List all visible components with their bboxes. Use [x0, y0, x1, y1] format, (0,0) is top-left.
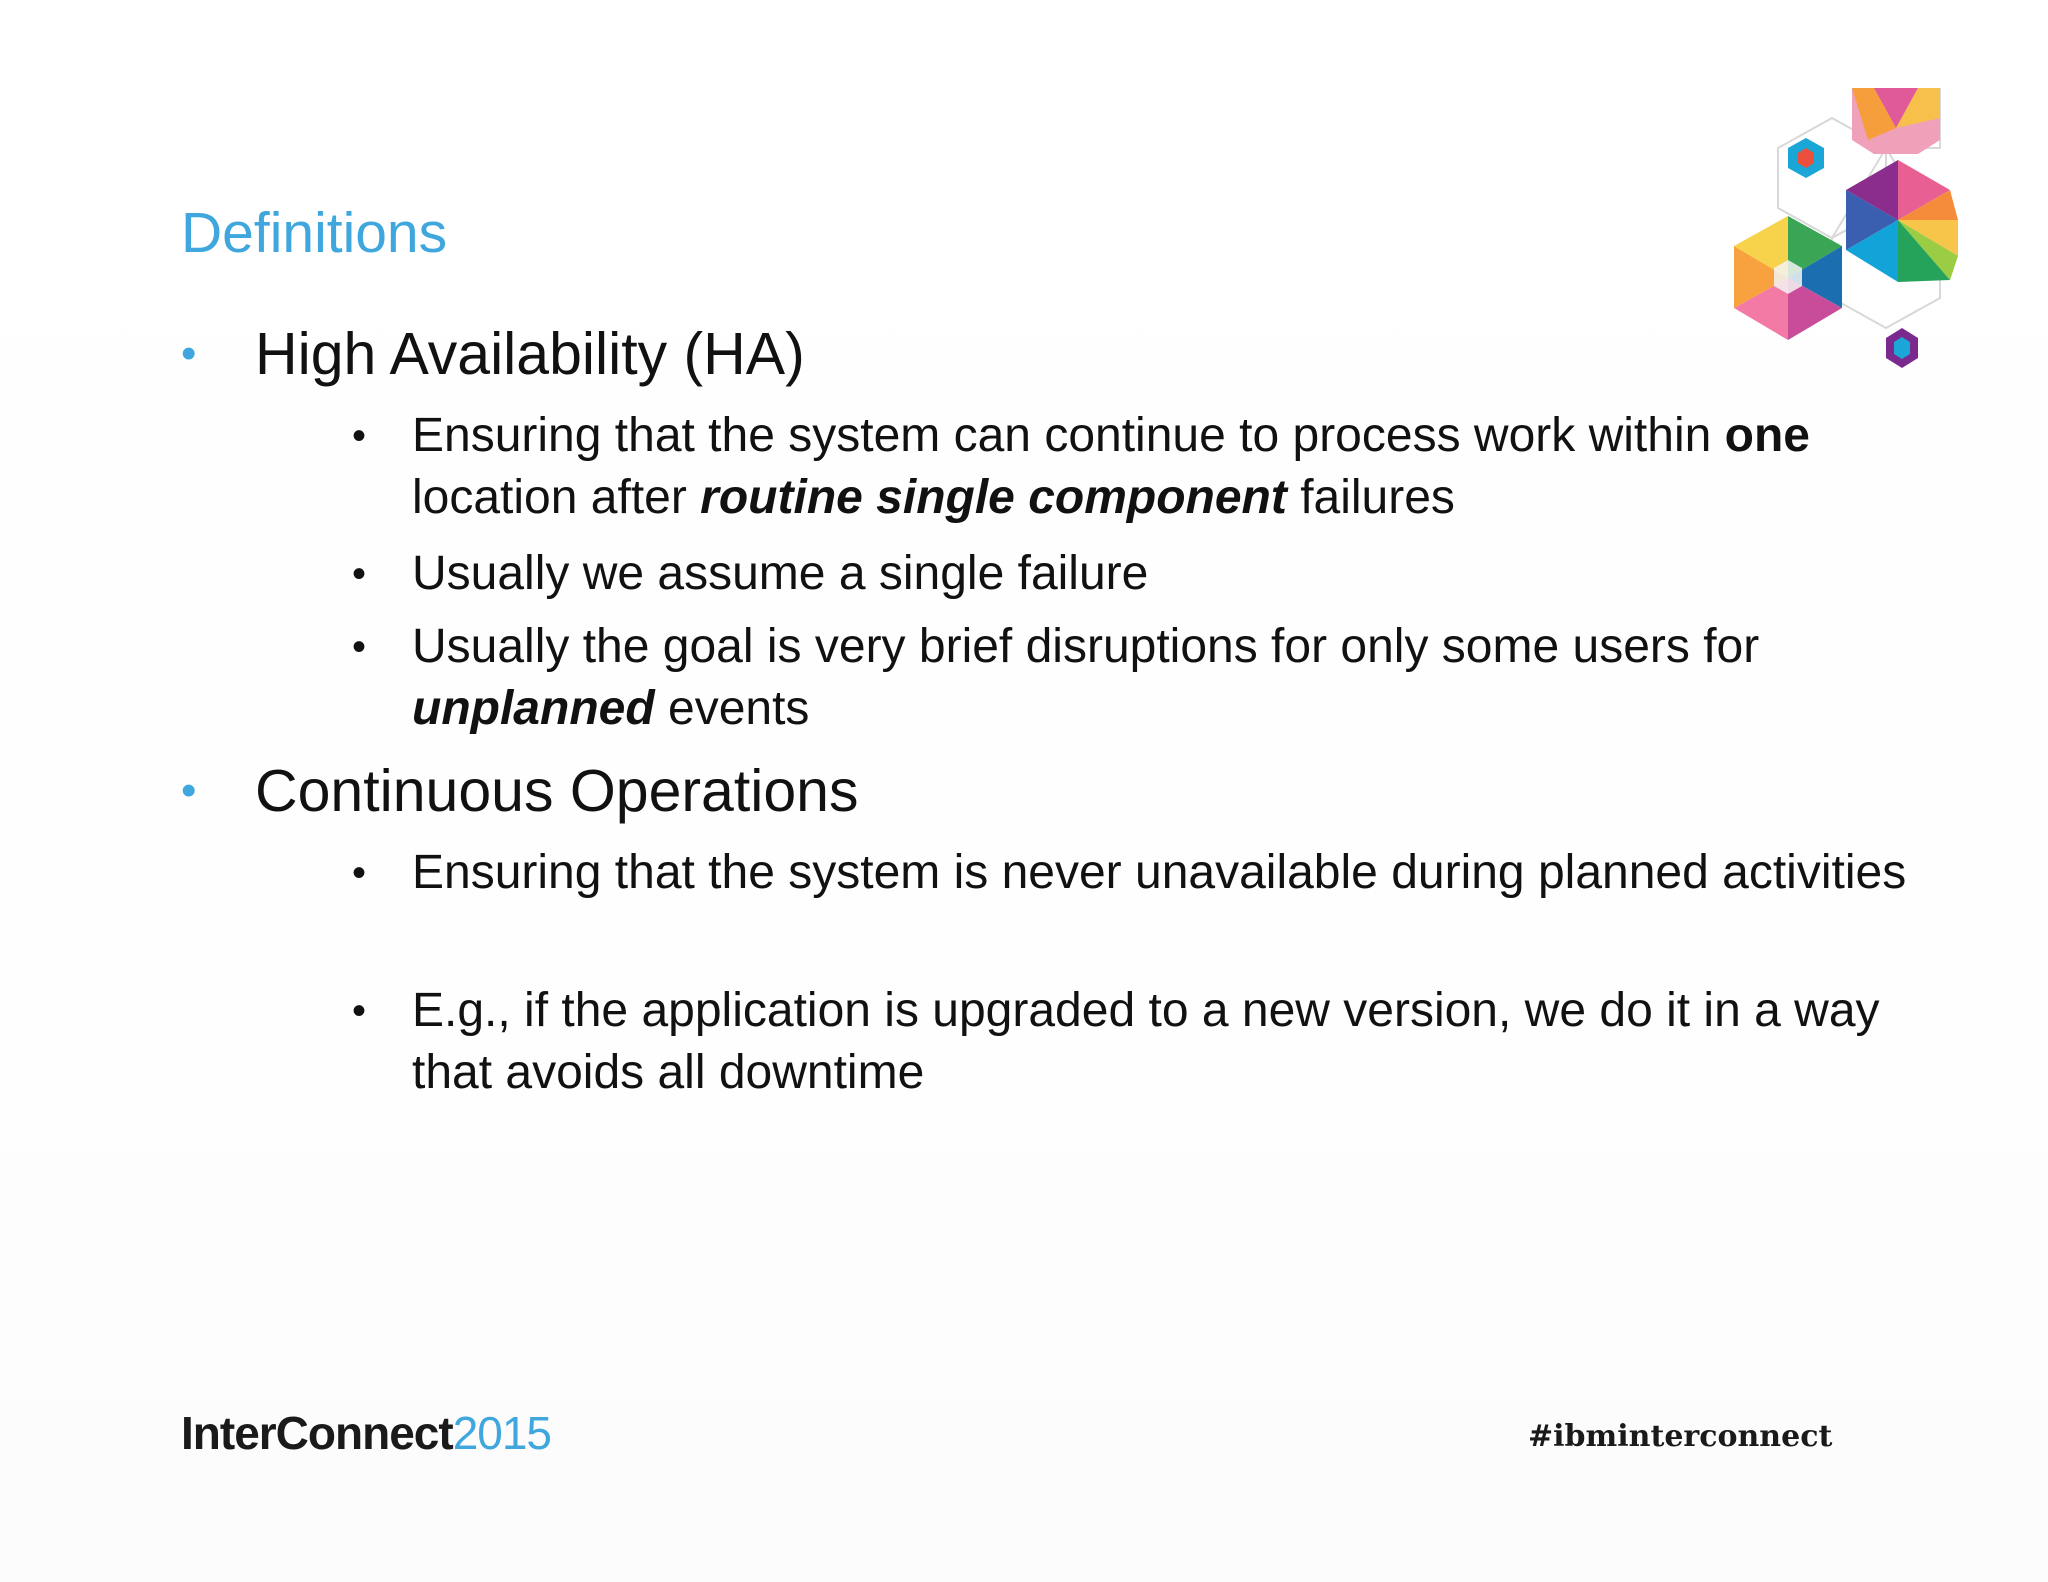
brand-name: InterConnect [181, 1407, 453, 1459]
text-run: events [654, 682, 810, 735]
text-run-bold: one [1724, 409, 1810, 462]
text-run: Usually we assume a single failure [412, 547, 1149, 600]
bullet-icon: • [352, 414, 367, 458]
text-run: Ensuring that the system is never unavailable during planned activities [412, 846, 1907, 899]
bullet-icon: • [352, 851, 367, 895]
bullet-icon: • [181, 766, 197, 815]
bullet-icon: • [181, 329, 197, 378]
bullet-icon: • [352, 552, 367, 596]
text-run-bold-italic: unplanned [412, 682, 655, 735]
text-run-bold-italic: routine single component [700, 471, 1287, 524]
footer-brand-logo [181, 1405, 551, 1461]
list-item-text [412, 980, 1912, 1104]
list-item-text [412, 842, 1912, 904]
text-run: failures [1286, 471, 1455, 524]
hexagon-mosaic-logo-icon [1718, 88, 1958, 388]
list-item-text [412, 616, 1912, 740]
bullet-icon: • [352, 625, 367, 669]
text-run: Ensuring that the system can continue to process work within [412, 409, 1725, 462]
bullet-icon: • [352, 989, 367, 1033]
text-run: location after [412, 409, 1824, 524]
brand-year: 2015 [452, 1407, 552, 1459]
list-item-text [412, 405, 1912, 529]
list-item-text [412, 543, 1912, 605]
section-heading-text: High Availability (HA) [255, 321, 805, 387]
text-run: Usually the goal is very brief disruptions for only some users for [412, 620, 1773, 673]
footer-hashtag: #ibminterconnect [1528, 1419, 1833, 1454]
section-heading-text: Continuous Operations [255, 758, 859, 824]
text-run: E.g., if the application is upgraded to a new version, we do it in a way that avoids all downtime [412, 984, 1893, 1099]
slide-title: Definitions [181, 201, 448, 265]
